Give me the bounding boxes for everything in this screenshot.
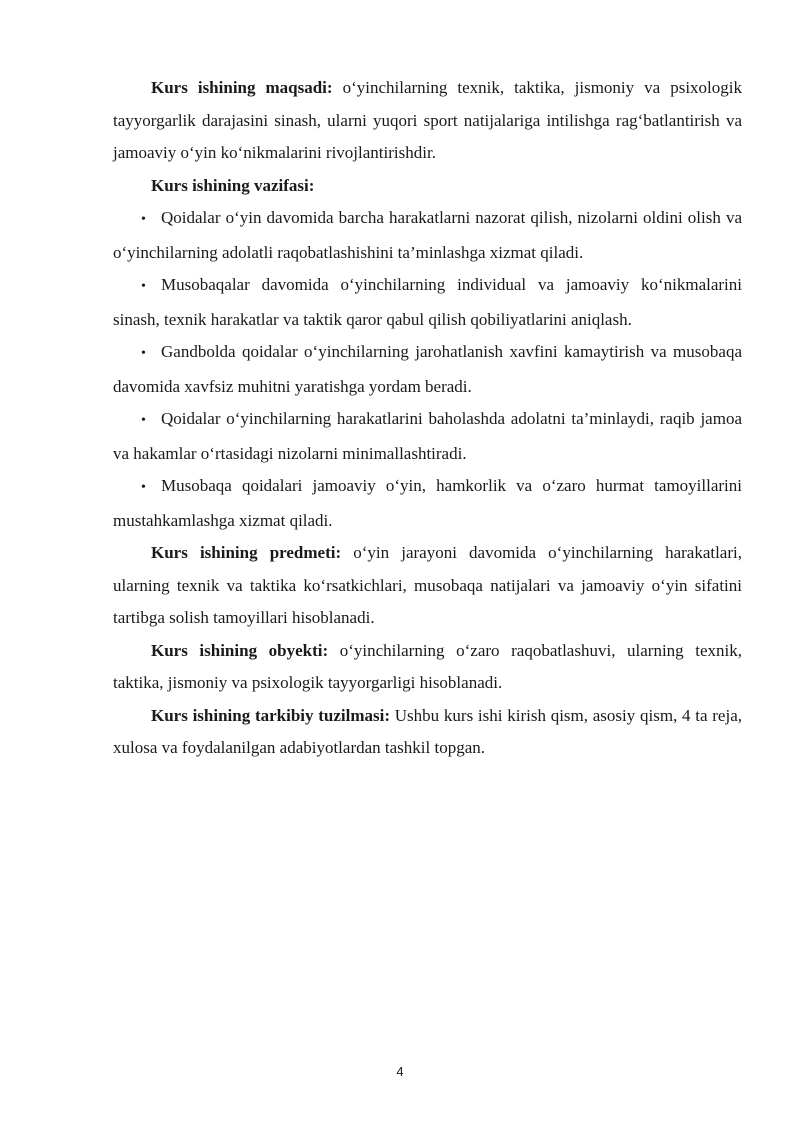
object-label: Kurs ishining obyekti: — [151, 640, 329, 660]
task-list-item — [113, 403, 742, 470]
subject-text: o‘yin jarayoni davomida o‘yinchilarning harakatlari, ularning texnik va taktika ko‘rsatkichlari, musobaqa natijalari va jamoaviy o‘yin sifatini tartibga solish tamoyillari hisoblanadi. — [113, 543, 742, 627]
task-list-item — [113, 336, 742, 403]
structure-label: Kurs ishining tarkibiy tuzilmasi: — [151, 705, 391, 725]
structure-text: Ushbu kurs ishi kirish qism, asosiy qism, 4 ta reja, xulosa va foydalanilgan adabiyotlardan tashkil topgan. — [113, 705, 742, 757]
task-list-item — [113, 202, 742, 269]
subject-label: Kurs ishining predmeti: — [151, 543, 342, 562]
tasks-label: Kurs ishining vazifasi: — [151, 175, 315, 195]
task-list-item — [113, 269, 742, 336]
bullet-icon: • — [141, 413, 146, 428]
purpose-label: Kurs ishining maqsadi: — [151, 78, 333, 97]
page-number: 4 — [396, 1064, 404, 1079]
task-text: Gandbolda qoidalar o‘yinchilarning jarohatlanish xavfini kamaytirish va musobaqa davomida xavfsiz muhitni yaratishga yordam beradi. — [113, 342, 742, 396]
object-paragraph — [113, 635, 742, 700]
task-text: Qoidalar o‘yinchilarning harakatlarini baholashda adolatni ta’minlaydi, raqib jamoa va hakamlar o‘rtasidagi nizolarni minimallashtiradi. — [113, 409, 742, 463]
document-page — [113, 72, 742, 765]
bullet-icon: • — [141, 212, 146, 227]
task-text: Qoidalar o‘yin davomida barcha harakatlarni nazorat qilish, nizolarni oldini olish va o‘yinchilarning adolatli raqobatlashishini ta’minlashga xizmat qiladi. — [113, 208, 742, 262]
bullet-icon: • — [141, 480, 146, 495]
purpose-paragraph — [113, 72, 742, 170]
purpose-text: o‘yinchilarning texnik, taktika, jismoniy va psixologik tayyorgarlik darajasini sinash, ularni yuqori sport natijalariga intilishga rag‘batlantirish va jamoaviy o‘yin ko‘nikmalarini rivojlantirishdir. — [113, 78, 742, 162]
bullet-icon: • — [141, 346, 146, 361]
task-list-item — [113, 470, 742, 537]
tasks-heading-paragraph — [113, 170, 742, 203]
task-text: Musobaqa qoidalari jamoaviy o‘yin, hamkorlik va o‘zaro hurmat tamoyillarini mustahkamlashga xizmat qiladi. — [113, 476, 742, 530]
structure-paragraph — [113, 700, 742, 765]
task-text: Musobaqalar davomida o‘yinchilarning individual va jamoaviy ko‘nikmalarini sinash, texnik harakatlar va taktik qaror qabul qilish qobiliyatlarini aniqlash. — [113, 275, 742, 329]
object-text: o‘yinchilarning o‘zaro raqobatlashuvi, ularning texnik, taktika, jismoniy va psixologik tayyorgarligi hisoblanadi. — [113, 640, 742, 692]
subject-paragraph — [113, 537, 742, 635]
bullet-icon: • — [141, 279, 146, 294]
